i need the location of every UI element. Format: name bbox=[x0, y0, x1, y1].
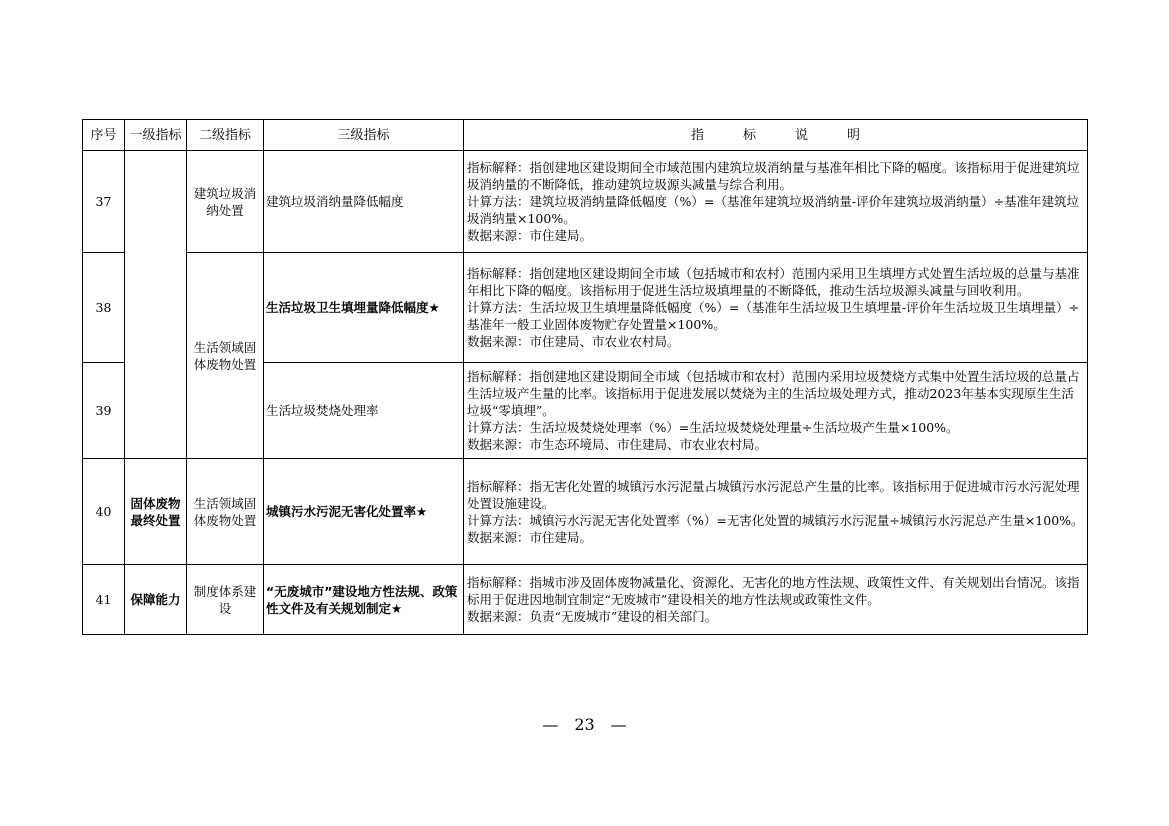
level3-cell: 城镇污水污泥无害化处置率★ bbox=[264, 459, 464, 565]
level3-cell: 生活垃圾卫生填埋量降低幅度★ bbox=[264, 253, 464, 363]
desc-line: 计算方法：建筑垃圾消纳量降低幅度（%）=（基准年建筑垃圾消纳量-评价年建筑垃圾消纳量）÷基准年建筑垃圾消纳量×100%。 bbox=[467, 194, 1080, 226]
row-no: 37 bbox=[83, 151, 125, 253]
desc-line: 指标解释：指创建地区建设期间全市域范围内建筑垃圾消纳量与基准年相比下降的幅度。该指标用于促进建筑垃圾消纳量的不断降低，推动建筑垃圾源头减量与综合利用。 bbox=[467, 160, 1080, 192]
page-number: — 23 — bbox=[542, 715, 627, 734]
desc-line: 指标解释：指创建地区建设期间全市域（包括城市和农村）范围内采用垃圾焚烧方式集中处置生活垃圾的总量占生活垃圾产生量的比率。该指标用于促进发展以焚烧为主的生活垃圾处理方式，推动2023年基本实现原生生活垃圾“零填埋”。 bbox=[467, 369, 1080, 418]
header-no: 序号 bbox=[83, 120, 125, 151]
description-cell bbox=[464, 151, 1088, 253]
level3-cell: “无废城市”建设地方性法规、政策性文件及有关规划制定★ bbox=[264, 565, 464, 635]
desc-line: 计算方法：生活垃圾焚烧处理率（%）=生活垃圾焚烧处理量÷生活垃圾产生量×100%。 bbox=[467, 420, 959, 435]
level2-cell: 建筑垃圾消纳处置 bbox=[187, 151, 264, 253]
desc-line: 数据来源：市住建局。 bbox=[467, 529, 593, 545]
description-cell bbox=[464, 459, 1088, 565]
level2-cell: 制度体系建设 bbox=[187, 565, 264, 635]
desc-line: 计算方法：生活垃圾卫生填埋量降低幅度（%）=（基准年生活垃圾卫生填埋量-评价年生活垃圾卫生填埋量）÷基准年一般工业固体废物贮存处置量×100%。 bbox=[467, 300, 1080, 332]
indicator-table bbox=[82, 119, 1088, 635]
row-no: 38 bbox=[83, 253, 125, 363]
table-row bbox=[83, 565, 1088, 635]
level3-cell: 建筑垃圾消纳量降低幅度 bbox=[264, 151, 464, 253]
desc-line: 指标解释：指无害化处置的城镇污水污泥量占城镇污水污泥总产生量的比率。该指标用于促进城市污水污泥处理处置设施建设。 bbox=[467, 478, 1080, 511]
level2-cell: 生活领域固体废物处置 bbox=[187, 253, 264, 459]
level1-cell: 固体废物最终处置 bbox=[125, 459, 187, 565]
header-level1: 一级指标 bbox=[125, 120, 187, 151]
level2-cell: 生活领域固体废物处置 bbox=[187, 459, 264, 565]
table-row bbox=[83, 459, 1088, 565]
description-cell bbox=[464, 363, 1088, 459]
header-description: 指 标 说 明 bbox=[464, 120, 1088, 151]
row-no: 40 bbox=[83, 459, 125, 565]
header-level2: 二级指标 bbox=[187, 120, 264, 151]
desc-line: 数据来源：市住建局、市农业农村局。 bbox=[467, 334, 680, 349]
description-cell bbox=[464, 253, 1088, 363]
header-level3: 三级指标 bbox=[264, 120, 464, 151]
desc-line: 数据来源：市住建局。 bbox=[467, 228, 593, 243]
table-row bbox=[83, 151, 1088, 253]
desc-line: 指标解释：指城市涉及固体废物减量化、资源化、无害化的地方性法规、政策性文件、有关规划出台情况。该指标用于促进因地制宜制定“无废城市”建设相关的地方性法规或政策性文件。 bbox=[467, 575, 1080, 607]
desc-line: 数据来源：市生态环境局、市住建局、市农业农村局。 bbox=[467, 437, 768, 452]
table-row bbox=[83, 253, 1088, 363]
description-cell bbox=[464, 565, 1088, 635]
level1-cell: 保障能力 bbox=[125, 565, 187, 635]
row-no: 39 bbox=[83, 363, 125, 459]
desc-line: 指标解释：指创建地区建设期间全市域（包括城市和农村）范围内采用卫生填埋方式处置生活垃圾的总量与基准年相比下降的幅度。该指标用于促进生活垃圾填埋量的不断降低，推动生活垃圾源头减量与回收利用。 bbox=[467, 266, 1080, 298]
row-no: 41 bbox=[83, 565, 125, 635]
level3-cell: 生活垃圾焚烧处理率 bbox=[264, 363, 464, 459]
level1-empty-cell bbox=[125, 151, 187, 459]
desc-line: 计算方法：城镇污水污泥无害化处置率（%）=无害化处置的城镇污水污泥量÷城镇污水污泥总产生量×100%。 bbox=[467, 512, 1084, 528]
table-header-row bbox=[83, 120, 1088, 151]
desc-line: 数据来源：负责“无废城市”建设的相关部门。 bbox=[467, 609, 718, 624]
